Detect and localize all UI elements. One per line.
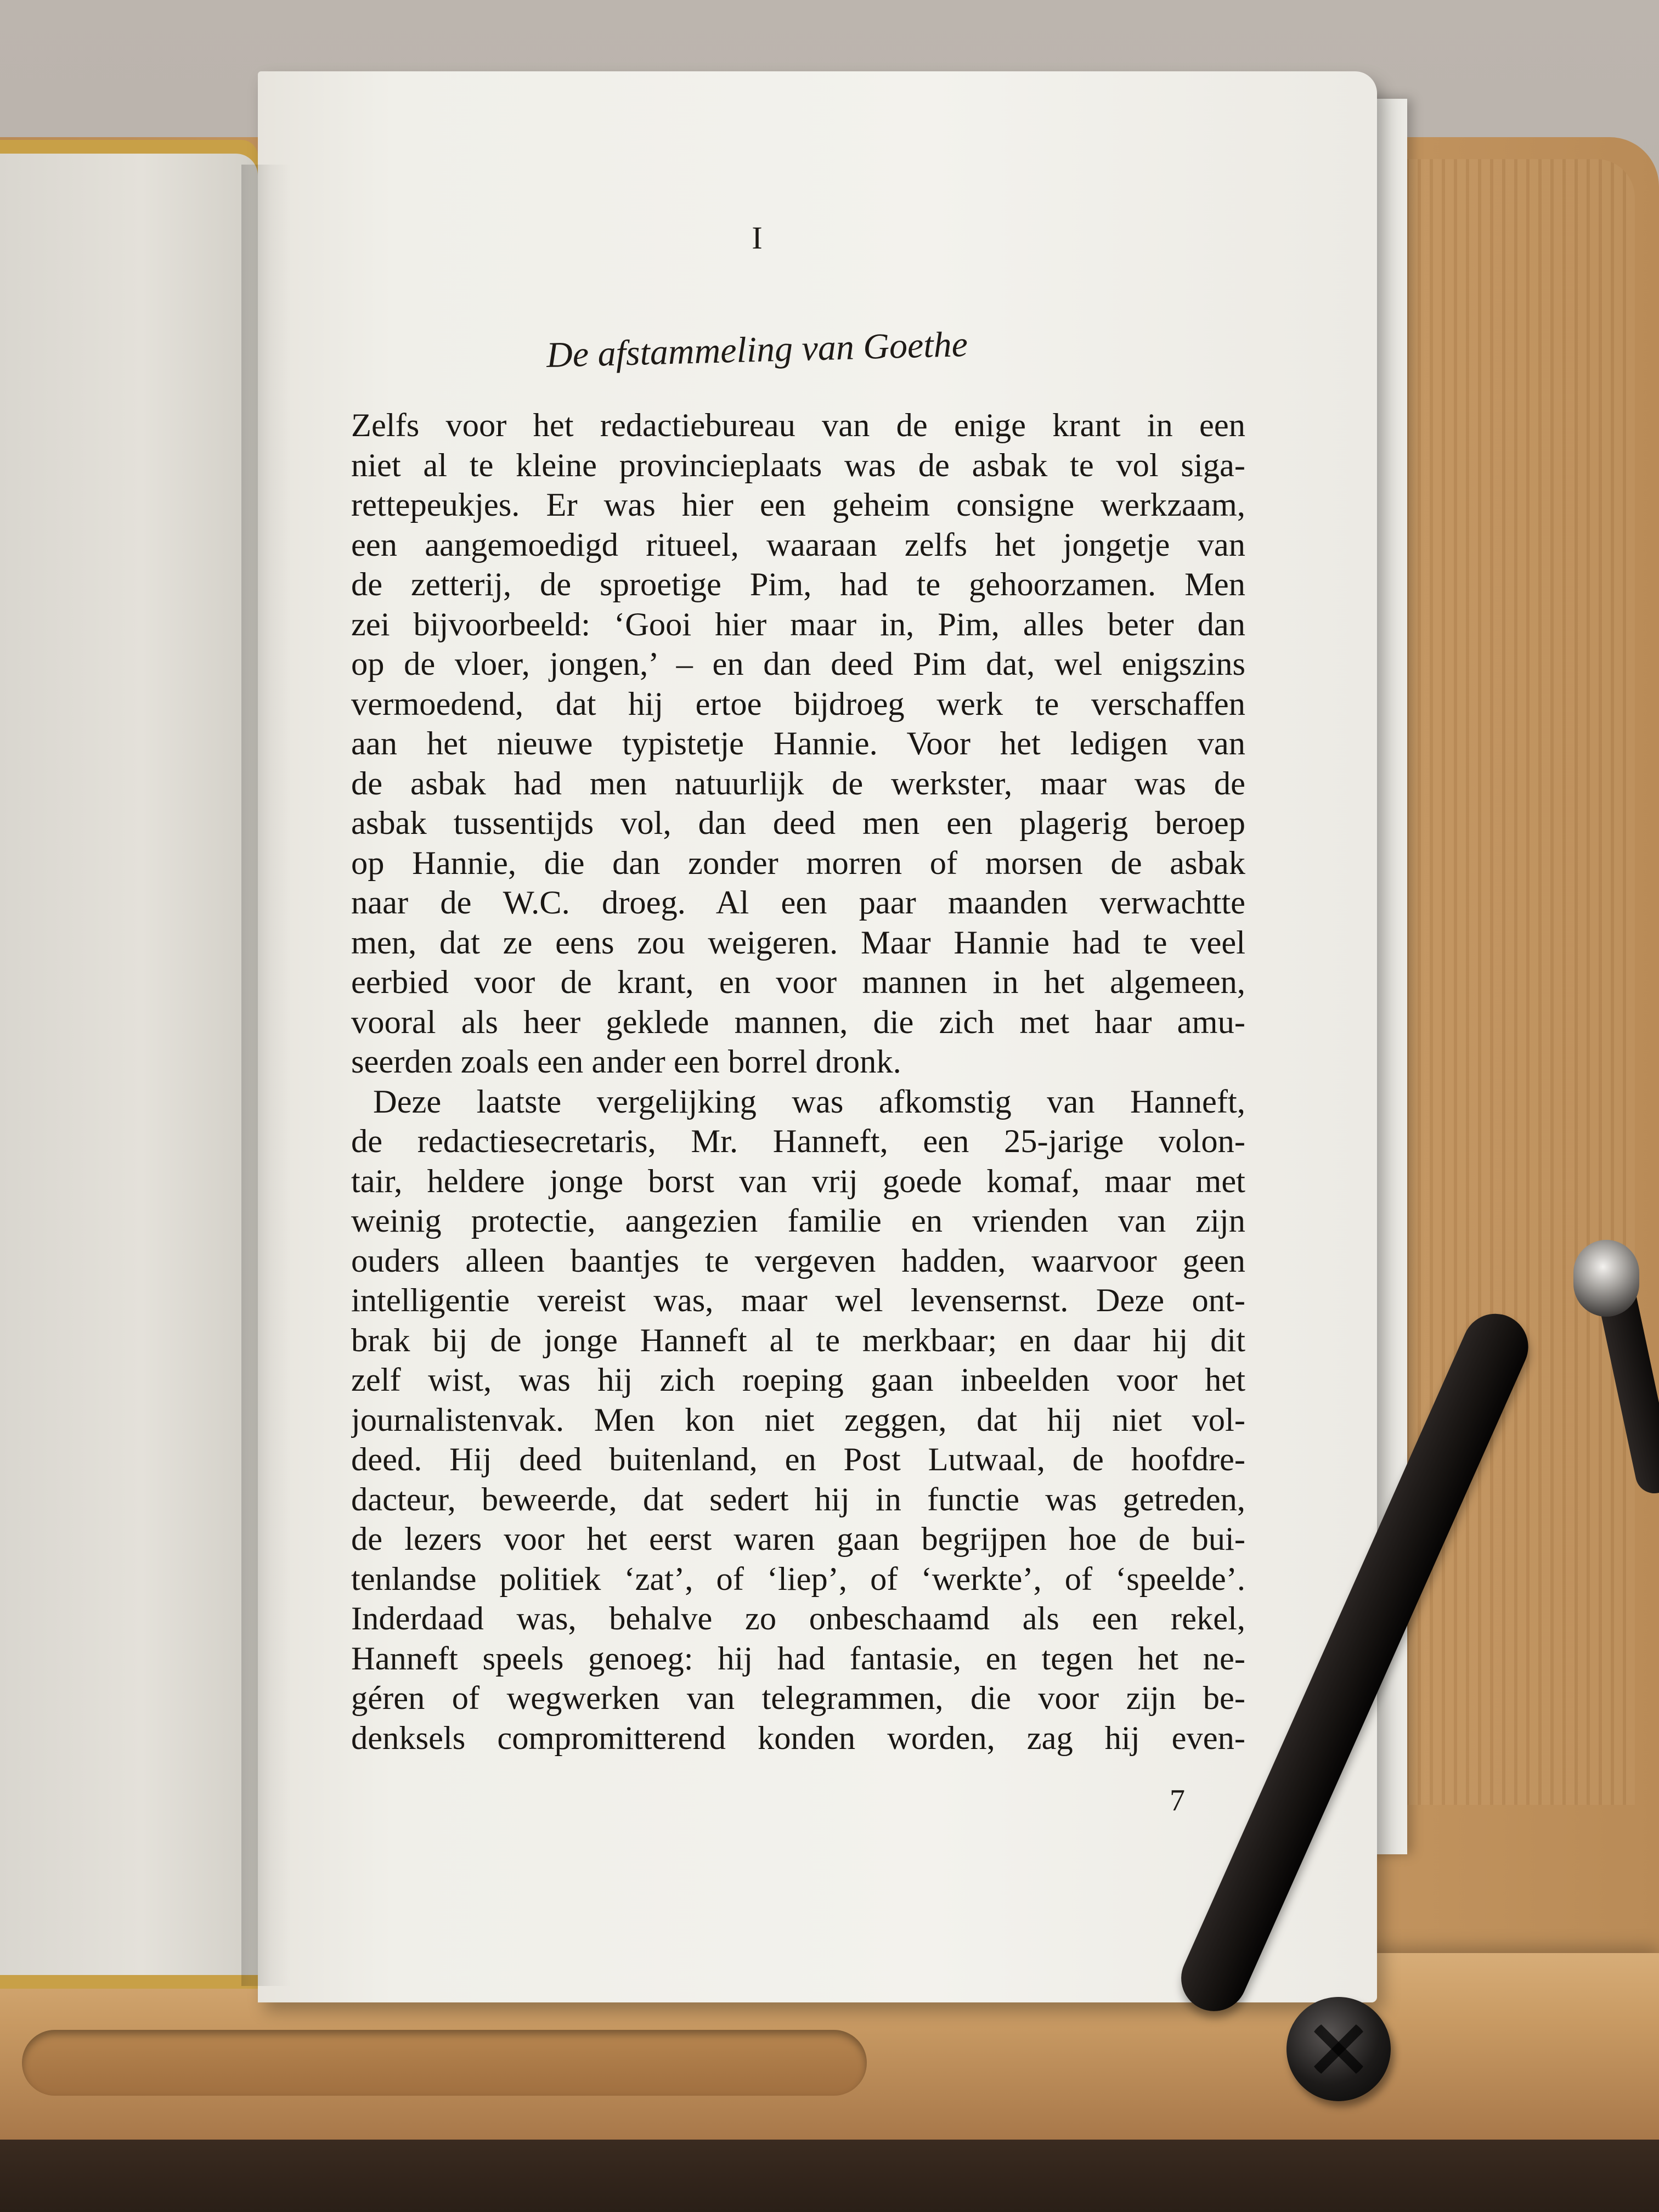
text-line: vooral als heer geklede mannen, die zich met haar amu- (351, 1003, 1245, 1041)
text-line: de redactiesecretaris, Mr. Hanneft, een 25-jarige volon- (351, 1123, 1245, 1160)
text-line: tair, heldere jonge borst van vrij goede komaf, maar met (351, 1163, 1245, 1200)
text-line: brak bij de jonge Hanneft al te merkbaar; en daar hij dit (351, 1322, 1245, 1359)
text-line: journalistenvak. Men kon niet zeggen, dat hij niet vol- (351, 1401, 1245, 1438)
text-line: niet al te kleine provincieplaats was de asbak te vol siga- (351, 447, 1245, 484)
text-line: de lezers voor het eerst waren gaan begrijpen hoe de bui- (351, 1521, 1245, 1558)
chapter-number: I (752, 220, 763, 256)
text-line: op de vloer, jongen,’ – en dan deed Pim dat, wel enigszins (351, 646, 1245, 682)
text-line: zei bijvoorbeeld: ‘Gooi hier maar in, Pim, alles beter dan (351, 606, 1245, 643)
text-line: men, dat ze eens zou weigeren. Maar Hannie had te veel (351, 924, 1245, 961)
knob-screw-icon (1308, 2019, 1369, 2079)
text-line: tenlandse politiek ‘zat’, of ‘liep’, of ‘werkte’, of ‘speelde’. (351, 1560, 1245, 1598)
book-spine-shadow (241, 165, 291, 1986)
text-line: de zetterij, de sproetige Pim, had te gehoorzamen. Men (351, 566, 1245, 603)
text-line: zelf wist, was hij zich roeping gaan inbeelden voor het (351, 1362, 1245, 1398)
text-line: Inderdaad was, behalve zo onbeschaamd als een rekel, (351, 1600, 1245, 1637)
text-line: intelligentie vereist was, maar wel levensernst. Deze ont- (351, 1282, 1245, 1319)
text-line: vermoedend, dat hij ertoe bijdroeg werk te verschaffen (351, 685, 1245, 723)
text-line: Deze laatste vergelijking was afkomstig van Hanneft, (373, 1083, 1245, 1120)
chapter-title: De afstammeling van Goethe (546, 324, 968, 376)
text-line: de asbak had men natuurlijk de werkster, maar was de (351, 765, 1245, 802)
page-number: 7 (1170, 1784, 1185, 1818)
text-line: aan het nieuwe typistetje Hannie. Voor het ledigen van (351, 725, 1245, 762)
text-line: naar de W.C. droeg. Al een paar maanden verwachtte (351, 884, 1245, 921)
text-line: op Hannie, die dan zonder morren of morsen de asbak (351, 844, 1245, 882)
text-line: rettepeukjes. Er was hier een geheim consigne werkzaam, (351, 487, 1245, 523)
page-body-text (351, 406, 1245, 1758)
text-line: seerden zoals een ander een borrel dronk. (351, 1043, 901, 1080)
left-page (0, 154, 258, 1975)
text-line: deed. Hij deed buitenland, en Post Lutwaal, de hoofdre- (351, 1441, 1245, 1478)
page-holder-tip[interactable] (1573, 1240, 1639, 1317)
table-surface (0, 2140, 1659, 2212)
text-line: Hanneft speels genoeg: hij had fantasie, en tegen het ne- (351, 1640, 1245, 1677)
text-line: weinig protectie, aangezien familie en vrienden van zijn (351, 1203, 1245, 1239)
text-line: asbak tussentijds vol, dan deed men een plagerig beroep (351, 805, 1245, 842)
text-line: denksels compromitterend konden worden, zag hij even- (351, 1719, 1245, 1757)
text-line: eerbied voor de krant, en voor mannen in het algemeen, (351, 964, 1245, 1001)
text-line: Zelfs voor het redactiebureau van de enige krant in een (351, 407, 1245, 444)
text-line: géren of wegwerken van telegrammen, die voor zijn be- (351, 1680, 1245, 1717)
text-line: een aangemoedigd ritueel, waaraan zelfs het jongetje van (351, 526, 1245, 563)
text-line: ouders alleen baantjes te vergeven hadden, waarvoor geen (351, 1242, 1245, 1279)
ledge-groove (22, 2030, 867, 2096)
text-line: dacteur, beweerde, dat sedert hij in functie was getreden, (351, 1481, 1245, 1518)
